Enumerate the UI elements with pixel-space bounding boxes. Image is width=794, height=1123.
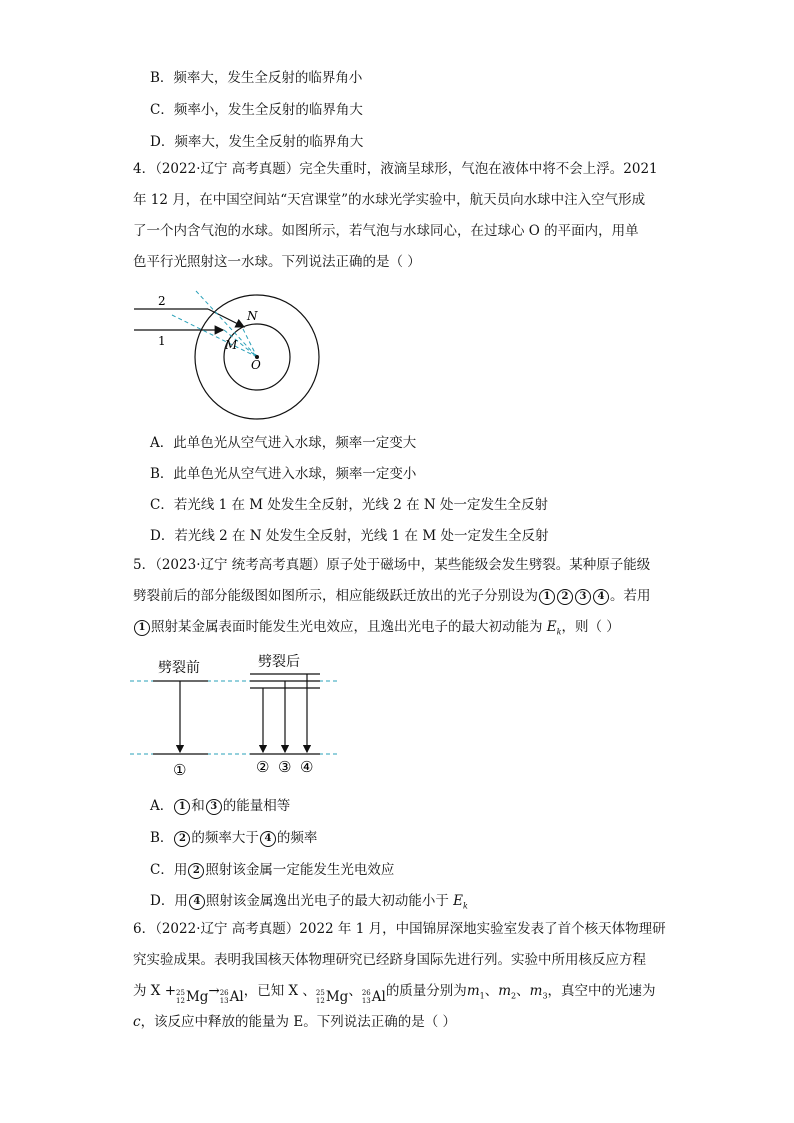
mg-nuclide: 25 12 Mg [176,988,209,1005]
ray-2-label: 2 [158,294,166,308]
photon-2-circle: 2 [557,589,573,605]
q5-option-c: C．用 2 照射该金属一定能发生光电效应 [150,862,395,878]
point-m-label: M [225,338,238,352]
photon-4-circle: 4 [593,589,609,605]
q4-option-a: A．此单色光从空气进入水球，频率一定变大 [150,435,417,451]
q6-stem-line4: c，该反应中释放的能量为 E。下列说法正确的是（ ） [133,1014,456,1030]
normal-line-n [243,329,257,357]
q6-stem-line1: 6．（2022·辽宁 高考真题）2022 年 1 月，中国锦屏深地实验室发表了首个核天体物理研 [133,921,666,937]
photon-1-circle: 1 [539,589,555,605]
normal-line-1 [172,315,257,357]
ray-2-refracted [208,309,244,327]
q5-option-d: D．用 4 照射该金属逸出光电子的最大初动能小于 $E_k$ [150,893,468,911]
q6-stem [133,914,666,1038]
q4-water-ball-figure [128,285,328,430]
q5-stem-line3: 1 照射某金属表面时能发生光电效应，且逸出光电子的最大初动能为 $E_k$，则（ ） [133,612,661,643]
q4-option-b: B．此单色光从空气进入水球，频率一定变小 [150,466,417,482]
q4-stem-line1: 4．（2022·辽宁 高考真题）完全失重时，液滴呈球形，气泡在液体中将不会上浮。2021 [133,161,658,177]
q4-option-d: D．若光线 2 在 N 处发生全反射，光线 1 在 M 处一定发生全反射 [150,528,549,544]
q5-stem-line1: 5．（2023·辽宁 统考高考真题）原子处于磁场中，某些能级会发生劈裂。某种原子能级 [133,557,651,573]
q4-stem-line4: 色平行光照射这一水球。下列说法正确的是（ ） [133,254,421,270]
transition-4-label: ④ [300,758,314,776]
al-nuclide: 26 13 Al [219,988,244,1005]
q4-option-c: C．若光线 1 在 M 处发生全反射，光线 2 在 N 处一定发生全反射 [150,497,548,513]
q5-stem-line2: 劈裂前后的部分能级图如图所示，相应能级跃迁放出的光子分别设为 1 2 3 4 。若用 [133,588,651,604]
q5-energy-level-figure [128,648,343,783]
before-split-label: 劈裂前 [158,660,200,676]
point-o-label: O [251,358,261,372]
q3-option-b: B．频率大，发生全反射的临界角小 [150,70,363,86]
q6-stem-line3: 为 X + 25 12 Mg → 26 13 Al ，已知 X 、 25 12 Mg 、 26 13 Al 的质量分别为$m_1$、$m_2$、$m_3$，真空中的光速为 [133,976,661,1007]
ray-1-label: 1 [158,334,166,348]
q3-option-c: C．频率小，发生全反射的临界角大 [150,102,363,118]
q4-stem [133,154,661,278]
point-n-label: N [247,309,258,323]
photon-3-circle: 3 [575,589,591,605]
q5-stem [133,550,661,643]
q5-option-b: B． 2 的频率大于 4 的频率 [150,830,318,846]
q4-stem-line2: 年 12 月，在中国空间站“天宫课堂”的水球光学实验中，航天员向水球中注入空气形成 [133,192,646,208]
transition-1-label: ① [173,761,187,779]
transition-3-label: ③ [278,758,292,776]
after-split-label: 劈裂后 [258,654,300,670]
photon-1-circle: 1 [134,620,150,636]
transition-2-label: ② [256,758,270,776]
q4-stem-line3: 了一个内含气泡的水球。如图所示，若气泡与水球同心，在过球心 O 的平面内，用单 [133,223,639,239]
q5-option-a: A． 1 和 3 的能量相等 [150,798,291,814]
q6-stem-line2: 究实验成果。表明我国核天体物理研究已经跻身国际先进行列。实验中所用核反应方程 [133,952,646,968]
q3-option-d: D．频率大，发生全反射的临界角大 [150,134,364,150]
